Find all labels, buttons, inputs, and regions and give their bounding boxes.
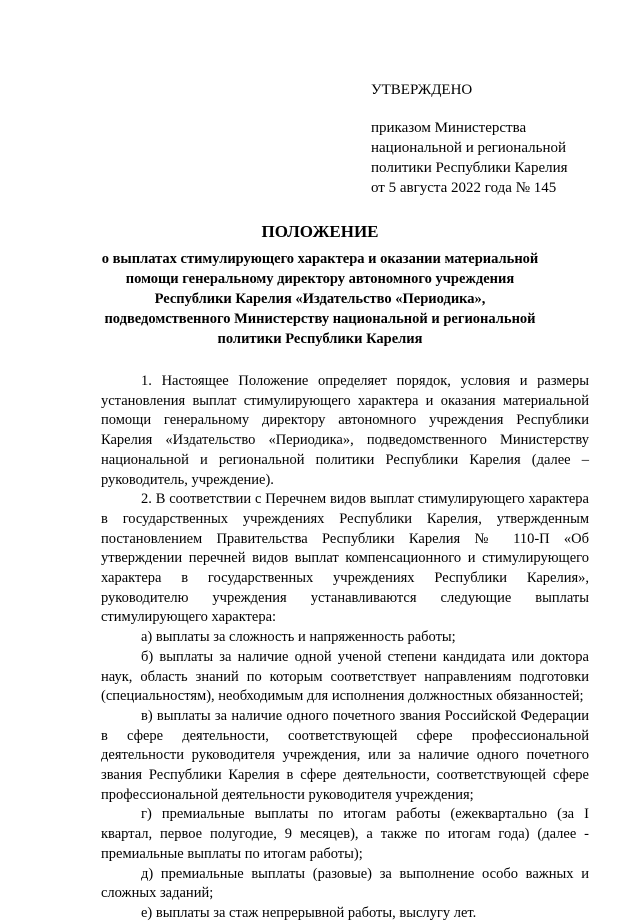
subtitle-line: подведомственного Министерству национальной и региональной xyxy=(104,311,536,327)
approval-line: политики Республики Карелия xyxy=(371,160,568,176)
subtitle-line: помощи генеральному директору автономного учреждения xyxy=(125,271,515,287)
list-item-e: е) выплаты за стаж непрерывной работы, выслугу лет. xyxy=(141,904,477,921)
subtitle-line: Республики Карелия «Издательство «Периодика», xyxy=(154,291,486,307)
document-body xyxy=(101,372,589,924)
list-item-b: б) выплаты за наличие одной ученой степени кандидата или доктора наук, область знаний по которым соответствует направлениям подготовки (специальностям), необходимым для исполнения должностных обязанностей; xyxy=(101,648,589,705)
subtitle-line: политики Республики Карелия xyxy=(217,331,423,347)
paragraph-2: 2. В соответствии с Перечнем видов выплат стимулирующего характера в государственных учреждениях Республики Карелия, утвержденным постановлением Правительства Республики Карелия № 110-П «Об утверждении перечней видов выплат компенсационного и стимулирующего характера в государственных учреждениях Республики Карелия», руководителю учреждения устанавливаются следующие выплаты стимулирующего характера: xyxy=(101,491,589,626)
title-block xyxy=(0,221,640,349)
list-item-g: г) премиальные выплаты по итогам работы (ежеквартально (за I квартал, первое полугодие, 9 месяцев), а также по итогам года) (далее - премиальные выплаты по итогам работы); xyxy=(101,806,589,862)
list-item-a: а) выплаты за сложность и напряженность работы; xyxy=(141,629,456,646)
approval-stamp: УТВЕРЖДЕНО xyxy=(371,82,473,98)
approval-line: от 5 августа 2022 года № 145 xyxy=(371,180,557,196)
list-item-v: в) выплаты за наличие одного почетного звания Российской Федерации в сфере деятельности, соответствующей сфере профессиональной деятельности руководителя учреждения, или за наличие одного почетного звания Республики Карелия в сфере деятельности, соответствующей сфере профессиональной деятельности руководителя учреждения; xyxy=(101,707,589,803)
paragraph-1: 1. Настоящее Положение определяет порядок, условия и размеры установления выплат стимулирующего характера и оказания материальной помощи генеральному директору автономного учреждения Республики Карелия «Издательство «Периодика», подведомственного Министерству национальной и региональной политики Республики Карелия (далее – руководитель, учреждение). xyxy=(101,373,589,488)
list-item-d: д) премиальные выплаты (разовые) за выполнение особо важных и сложных заданий; xyxy=(101,865,589,902)
document-title: ПОЛОЖЕНИЕ xyxy=(261,222,379,241)
approval-block xyxy=(371,80,568,198)
approval-line: приказом Министерства xyxy=(371,120,527,136)
approval-line: национальной и региональной xyxy=(371,140,566,156)
subtitle-line: о выплатах стимулирующего характера и оказании материальной xyxy=(101,251,539,267)
